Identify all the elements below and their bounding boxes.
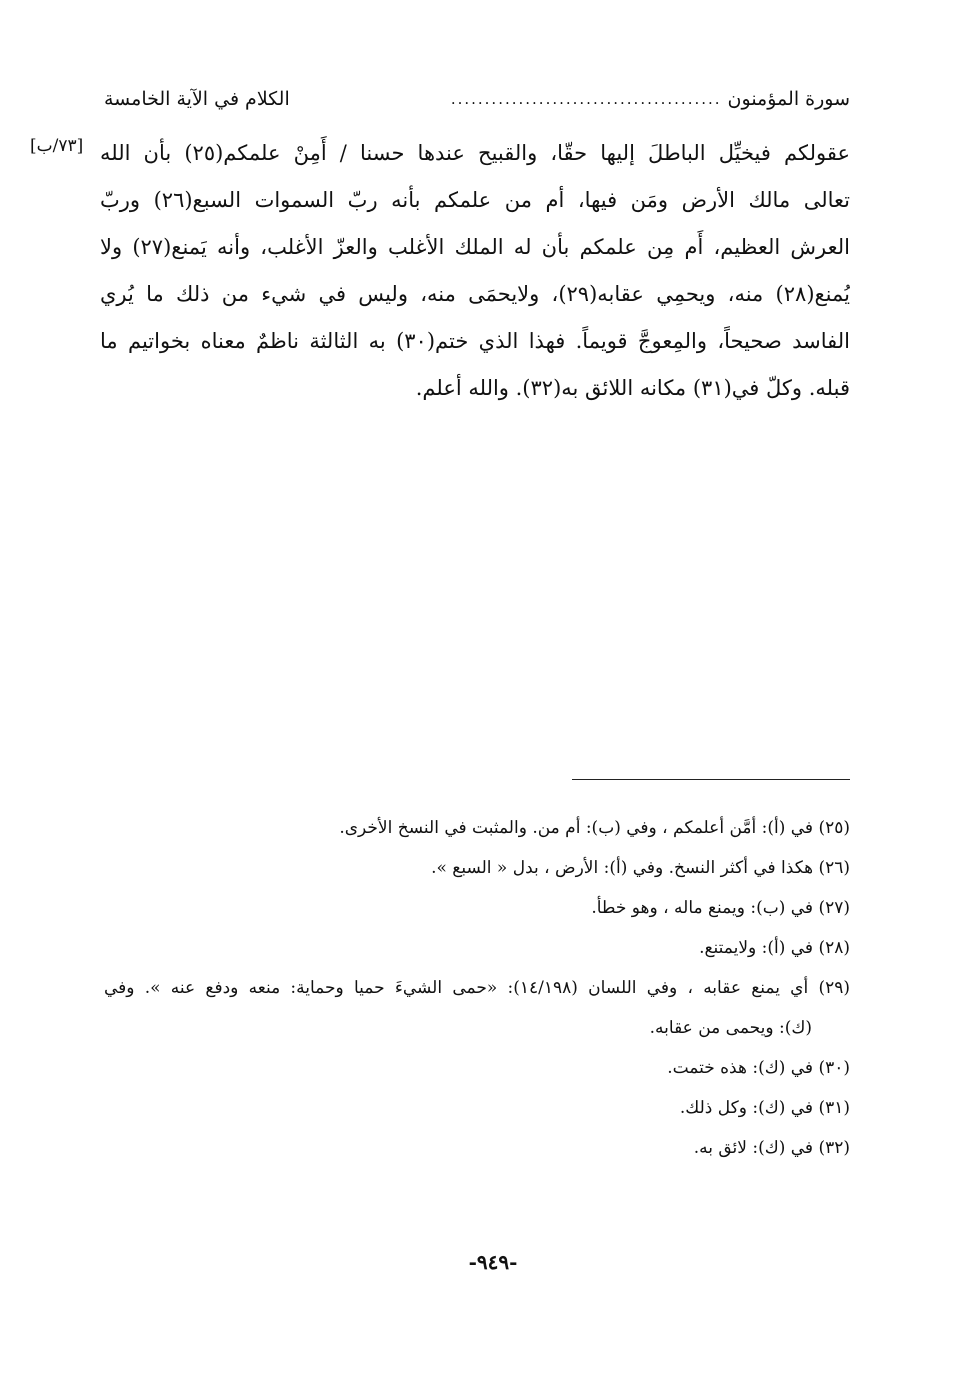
footnote: (٣٢) في (ك): لائق به. bbox=[693, 1138, 850, 1158]
body-line: يُمنع(٢٨) منه، ويحمِي عقابه(٢٩)، ولايحمَى منه، وليس في شيء من ذلك ما يُري bbox=[100, 282, 850, 306]
running-header bbox=[104, 84, 850, 114]
header-leader-dots: ........................................ bbox=[450, 90, 722, 108]
body-line: العرش العظيم، أَم مِن علمكم بأن له الملك الأغلب والعزّ الأغلب، وأنه يَمنع(٢٧) ولا bbox=[100, 235, 850, 259]
body-line: عقولكم فيخيِّل الباطلَ إليها حقّا، والقبيح عندها حسنا / أَمِنْ علمكم(٢٥) بأن الله bbox=[100, 141, 850, 165]
footnotes bbox=[104, 808, 850, 1168]
page-number: -٩٤٩- bbox=[468, 1250, 518, 1274]
footnote: (٢٩) أي يمنع عقابه ، وفي اللسان (١٤/١٩٨): «حمى الشيءَ حميا وحماية: منعه ودفع عنه ». وفي bbox=[104, 978, 850, 998]
body-line: الفاسد صحيحاً، والمِعوجَّ قويماً. فهذا الذي ختم(٣٠) به الثالثة ناظمٌ معناه بخواتيم ما bbox=[100, 329, 850, 353]
header-surah-name: سورة المؤمنون bbox=[727, 88, 850, 110]
footnote-divider bbox=[572, 779, 850, 780]
body-line: تعالى مالك الأرض ومَن فيها، أم من علمكم بأنه ربّ السموات السبع(٢٦) وربّ bbox=[100, 188, 850, 212]
footnote: (٢٥) في (أ): أمَّن أعلمكم ، وفي (ب): أم من. والمثبت في النسخ الأخرى. bbox=[339, 818, 850, 838]
footnote: (٢٦) هكذا في أكثر النسخ. وفي (أ): الأرض ، بدل « السبع ». bbox=[431, 858, 850, 878]
footnote: (٣٠) في (ك): هذه ختمت. bbox=[667, 1058, 850, 1078]
footnote-continuation: (ك): ويحمى من عقابه. bbox=[649, 1018, 812, 1038]
folio-marker: [٧٣/ب] bbox=[30, 136, 84, 156]
footnote: (٣١) في (ك): وكل ذلك. bbox=[679, 1098, 850, 1118]
main-text bbox=[100, 130, 850, 412]
footnote: (٢٨) في (أ): ولايمتنع. bbox=[699, 938, 850, 958]
header-topic: الكلام في الآية الخامسة bbox=[104, 88, 290, 110]
footnote: (٢٧) في (ب): ويمنع ماله ، وهو خطأ. bbox=[591, 898, 850, 918]
body-line: قبله. وكلّ في(٣١) مكانه اللائق به(٣٢). والله أعلم. bbox=[415, 376, 850, 400]
